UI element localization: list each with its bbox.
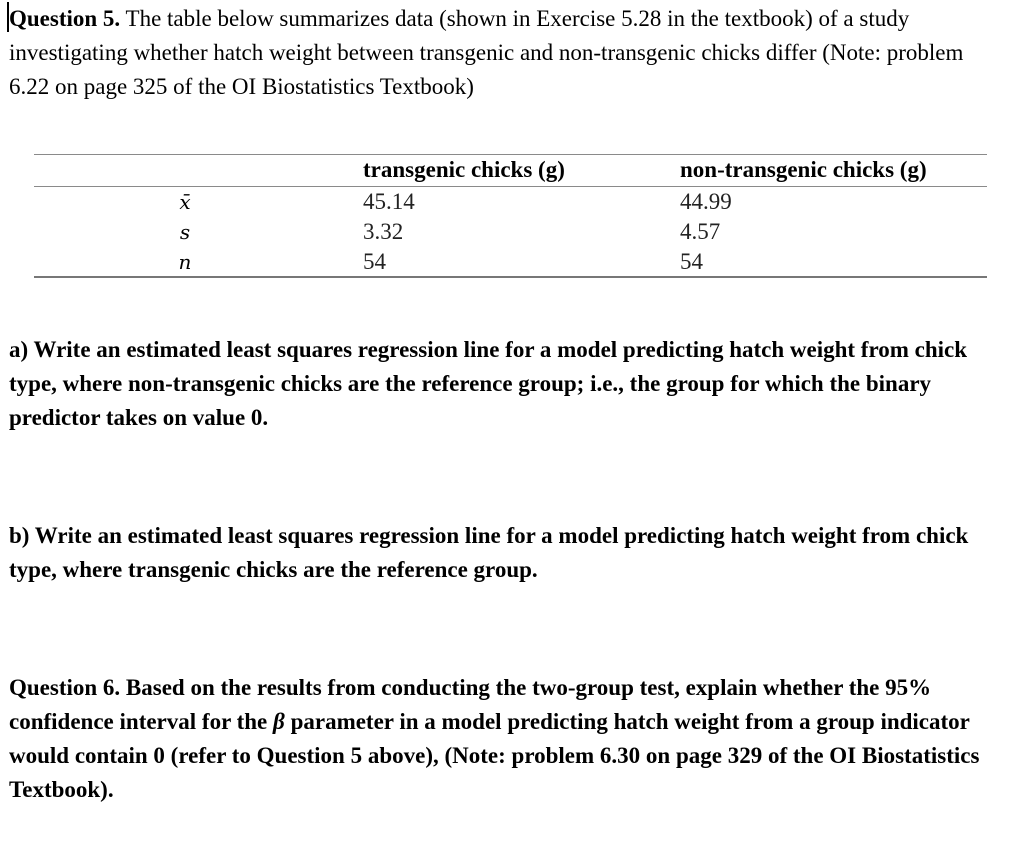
row-label-mean: x̄ [179,190,191,214]
table-bottom-rule [34,276,987,278]
header-transgenic: transgenic chicks (g) [363,157,565,182]
header-non-transgenic: non-transgenic chicks (g) [680,157,927,182]
question6-text-after: parameter in a model predicting hatch weight from a group indicator would contain 0 (refer to Question 5 above), (Note: problem 6.30 on page 329 of the OI Biostatistics Textbook). [9,709,980,802]
question5-label: Question 5. [9,6,121,31]
question5-intro-text: The table below summarizes data (shown in Exercise 5.28 in the textbook) of a study investigating whether hatch weight between transgenic and non-transgenic chicks differ (Note: problem 6.22 on page 325 of the OI Biostatistics Textbook) [9,6,964,99]
cell-sd-transgenic: 3.32 [363,219,404,244]
row-label-n: n [178,250,192,274]
cell-n-non-transgenic: 54 [680,249,703,274]
question6 [9,671,1004,807]
question6-text-before: Question 6. Based on the results from conducting the two-group test, explain whether the 95% confidence interval for the [9,675,932,734]
question5-intro [9,2,1004,104]
beta-symbol: β [273,709,285,734]
question5-part-b: b) Write an estimated least squares regression line for a model predicting hatch weight from chick type, where transgenic chicks are the reference group. [9,523,969,582]
question5-part-a: a) Write an estimated least squares regression line for a model predicting hatch weight from chick type, where non-transgenic chicks are the reference group; i.e., the group for which the binary predictor takes on value 0. [9,337,968,430]
cell-sd-non-transgenic: 4.57 [680,219,721,244]
table-header-rule [34,186,987,187]
cell-mean-transgenic: 45.14 [363,189,415,214]
row-label-sd: s [179,220,191,244]
table-top-rule [34,154,987,155]
cell-n-transgenic: 54 [363,249,386,274]
cell-mean-non-transgenic: 44.99 [680,189,732,214]
